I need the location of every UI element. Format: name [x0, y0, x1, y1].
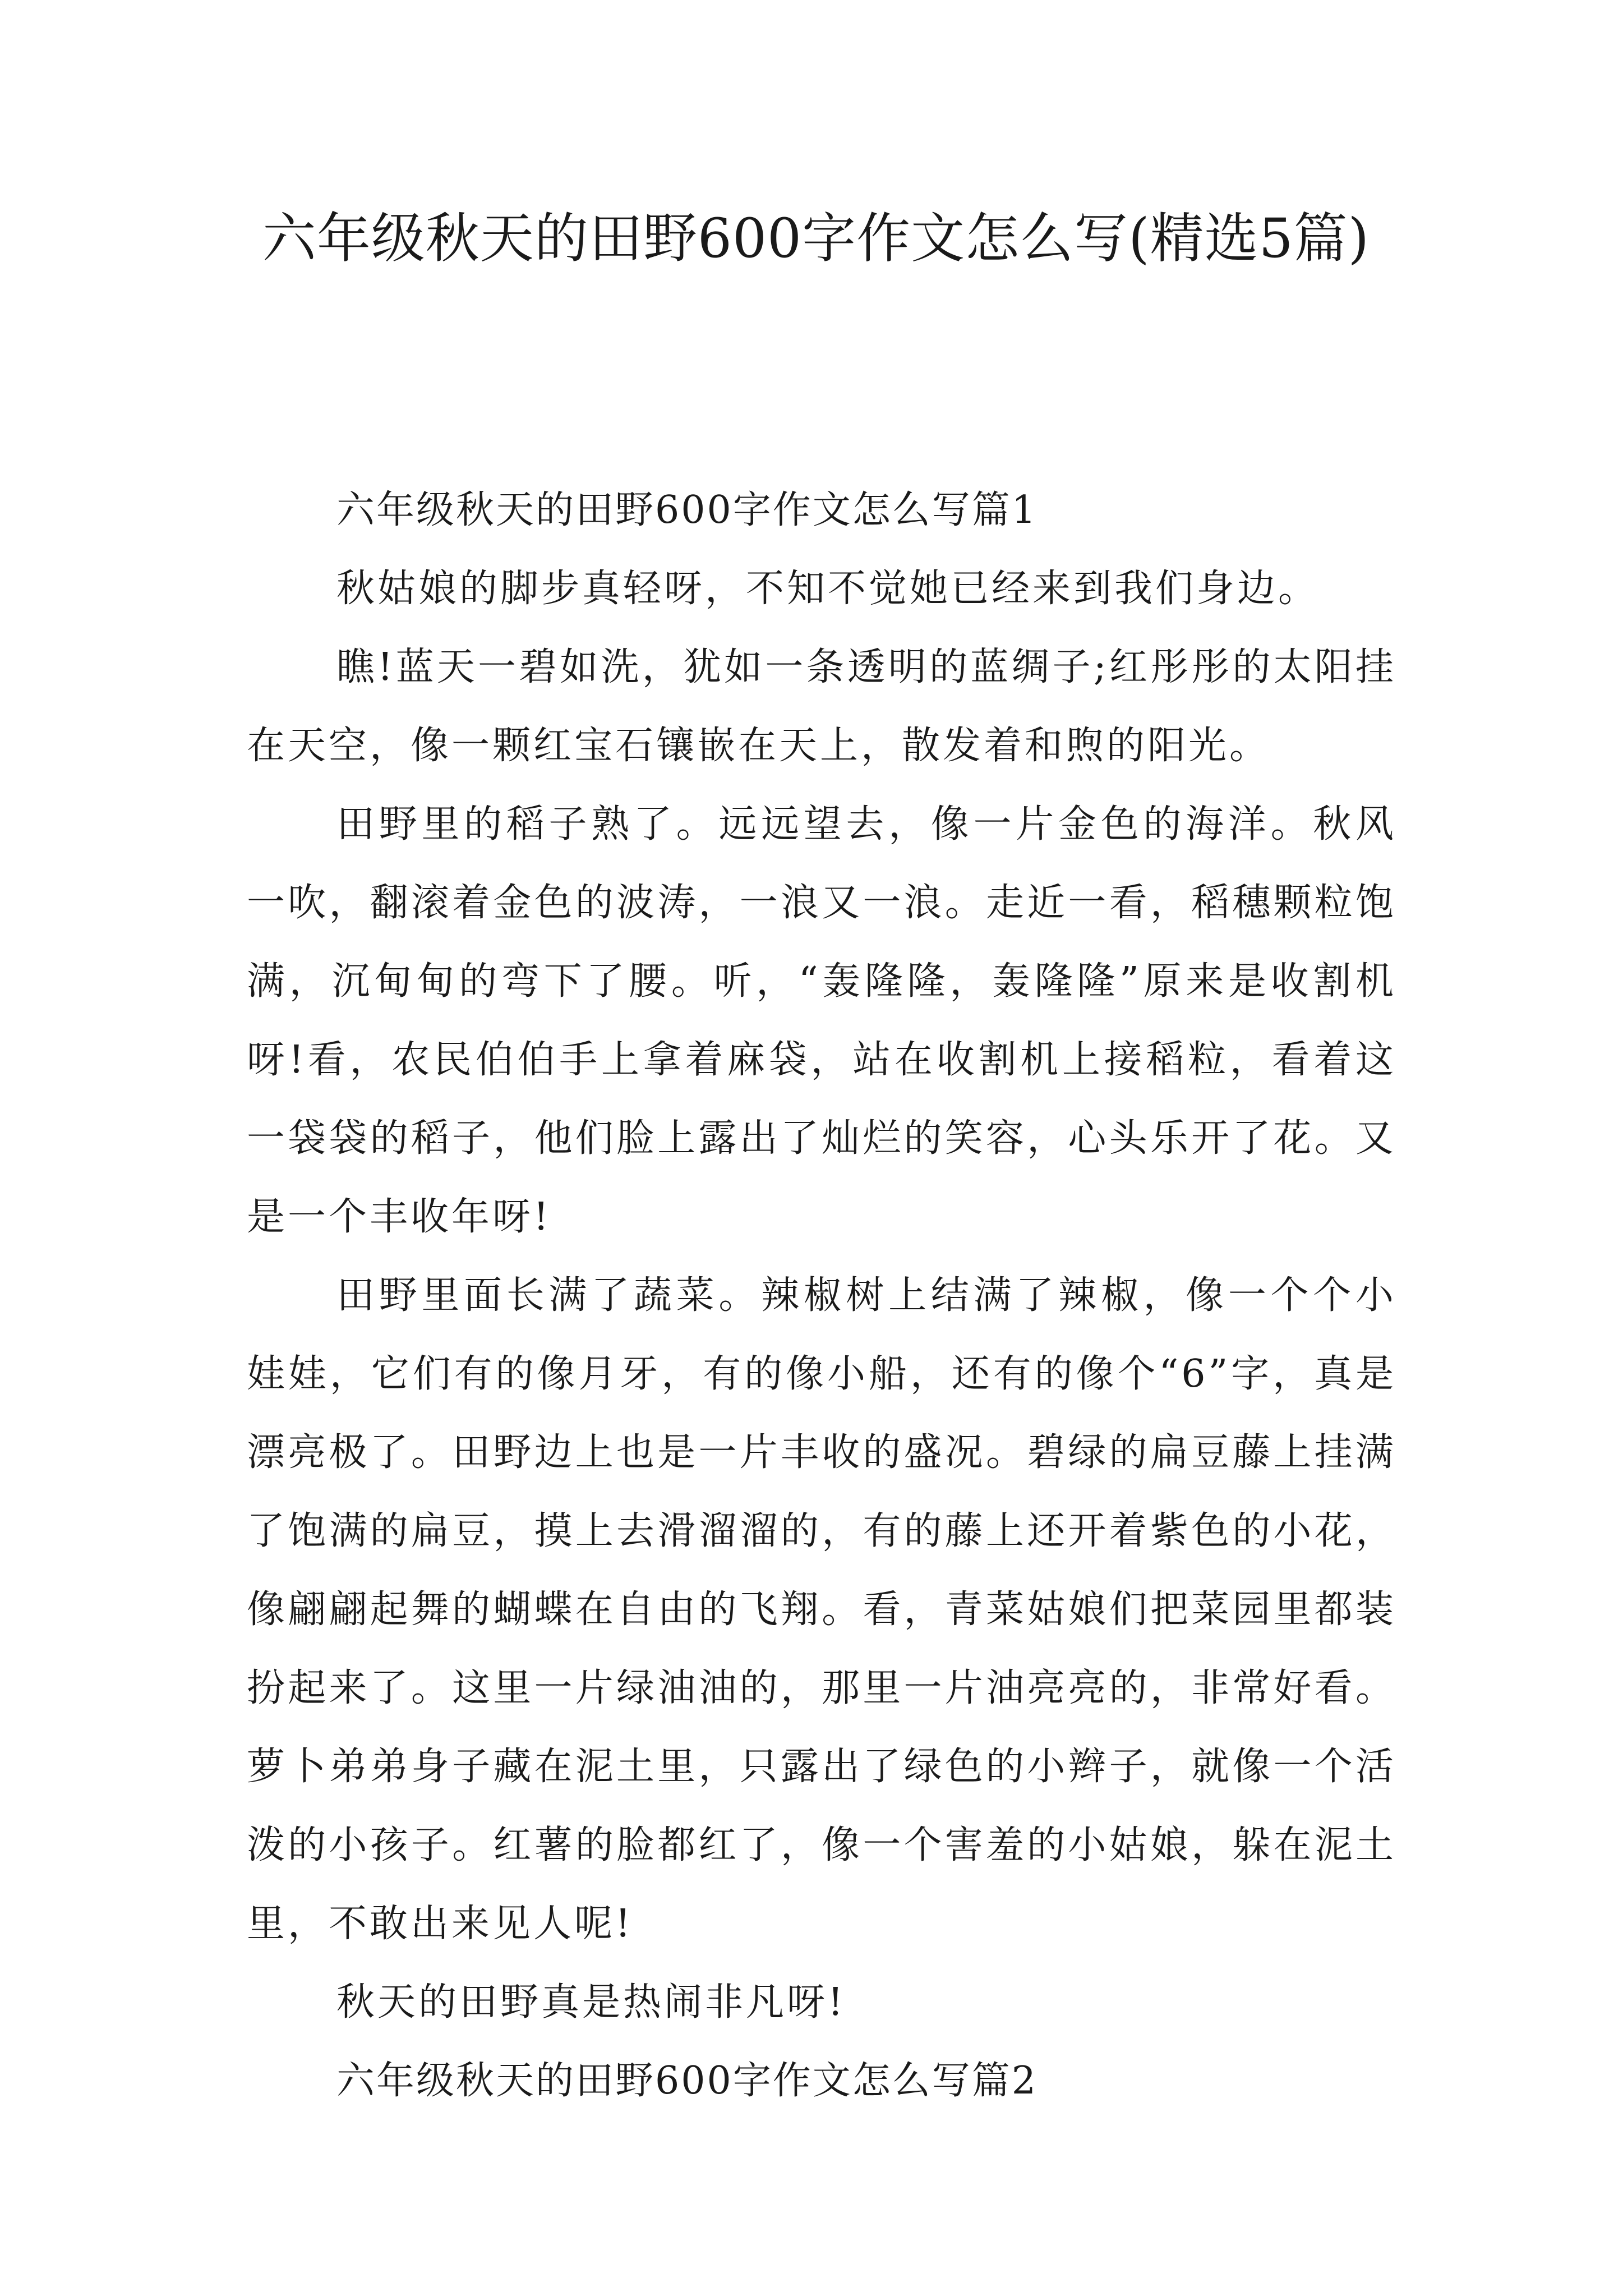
paragraph-blue-sky: 瞧!蓝天一碧如洗，犹如一条透明的蓝绸子;红彤彤的太阳挂在天空，像一颗红宝石镶嵌在天上，散发着和煦的阳光。 [247, 645, 1396, 768]
section-heading-1: 六年级秋天的田野600字作文怎么写篇1 [336, 488, 1038, 532]
paragraph-autumn-arrives: 秋姑娘的脚步真轻呀，不知不觉她已经来到我们身边。 [336, 567, 1320, 611]
section-heading-2: 六年级秋天的田野600字作文怎么写篇2 [336, 2059, 1038, 2103]
document-title: 六年级秋天的田野600字作文怎么写(精选5篇) [262, 207, 1370, 270]
paragraph-rice-harvest: 田野里的稻子熟了。远远望去，像一片金色的海洋。秋风一吹，翻滚着金色的波涛，一浪又一浪。走近一看，稻穗颗粒饱满，沉甸甸的弯下了腰。听，“轰隆隆，轰隆隆”原来是收割机呀!看，农民伯伯手上拿着麻袋，站在收割机上接稻粒，看着这一袋袋的稻子，他们脸上露出了灿烂的笑容，心头乐开了花。又是一个丰收年呀! [247, 802, 1396, 1239]
paragraph-conclusion: 秋天的田野真是热闹非凡呀! [336, 1980, 846, 2024]
paragraph-vegetables: 田野里面长满了蔬菜。辣椒树上结满了辣椒，像一个个小娃娃，它们有的像月牙，有的像小船，还有的像个“6”字，真是漂亮极了。田野边上也是一片丰收的盛况。碧绿的扁豆藤上挂满了饱满的扁豆，摸上去滑溜溜的，有的藤上还开着紫色的小花，像翩翩起舞的蝴蝶在自由的飞翔。看，青菜姑娘们把菜园里都装扮起来了。这里一片绿油油的，那里一片油亮亮的，非常好看。萝卜弟弟身子藏在泥土里，只露出了绿色的小辫子，就像一个活泼的小孩子。红薯的脸都红了，像一个害羞的小姑娘，躲在泥土里，不敢出来见人呢! [247, 1273, 1396, 1946]
document-body [247, 471, 1396, 2120]
